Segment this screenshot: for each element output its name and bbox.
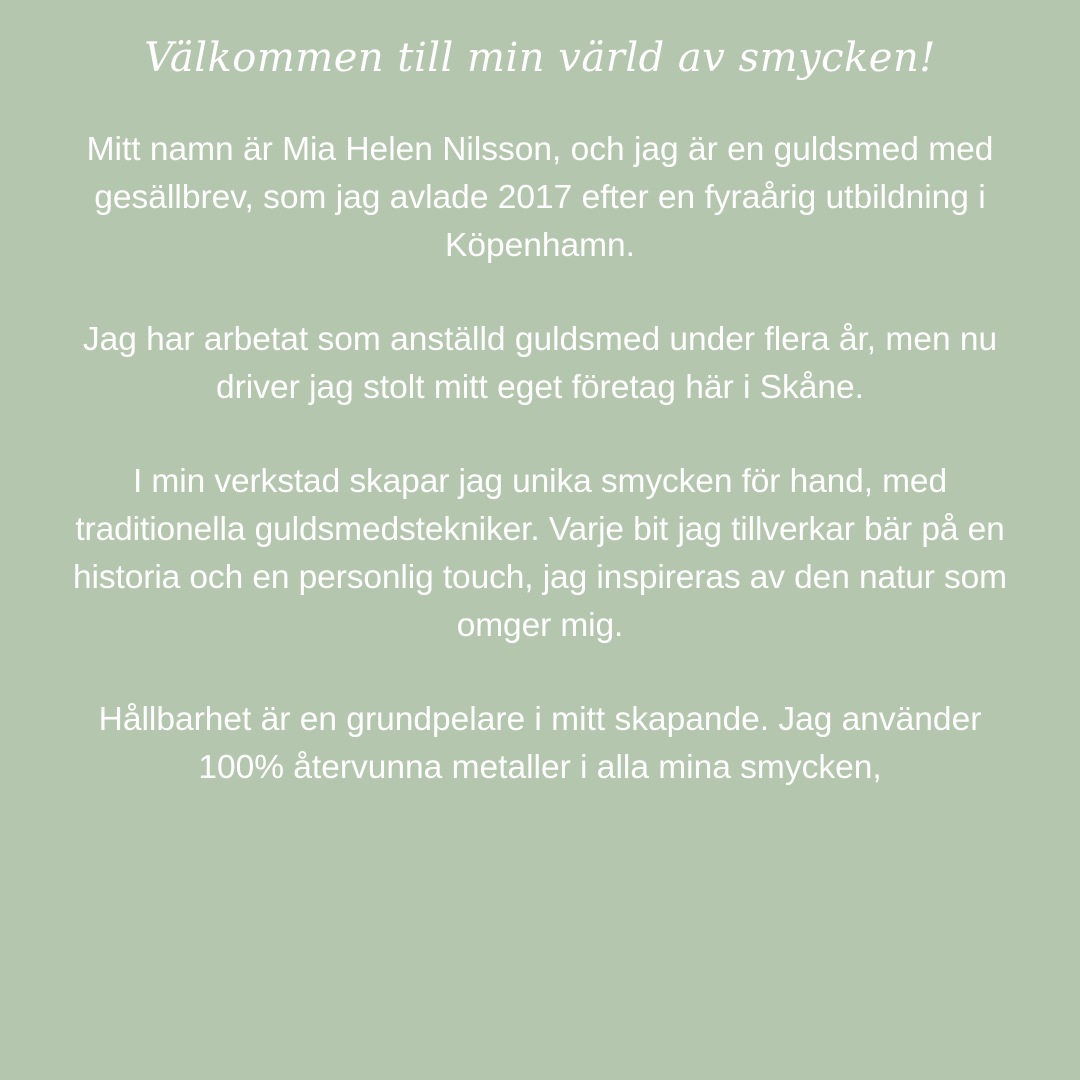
paragraph-sustainability: Hållbarhet är en grundpelare i mitt skapande. Jag använder 100% återvunna metaller i alla mina smycken,: [98, 701, 982, 786]
paragraph-workshop: I min verkstad skapar jag unika smycken för hand, med traditionella guldsmedstekniker. Varje bit jag tillverkar bär på en historia och en personlig touch, jag inspireras av den natur som omger mig.: [73, 463, 1007, 644]
about-text-block: [60, 126, 1020, 792]
page-title: Välkommen till min värld av smycken!: [144, 35, 936, 81]
paragraph-intro: Mitt namn är Mia Helen Nilsson, och jag är en guldsmed med gesällbrev, som jag avlade 2017 efter en fyraårig utbildning i Köpenhamn.: [86, 131, 994, 264]
paragraph-experience: Jag har arbetat som anställd guldsmed under flera år, men nu driver jag stolt mitt eget företag här i Skåne.: [82, 321, 998, 406]
